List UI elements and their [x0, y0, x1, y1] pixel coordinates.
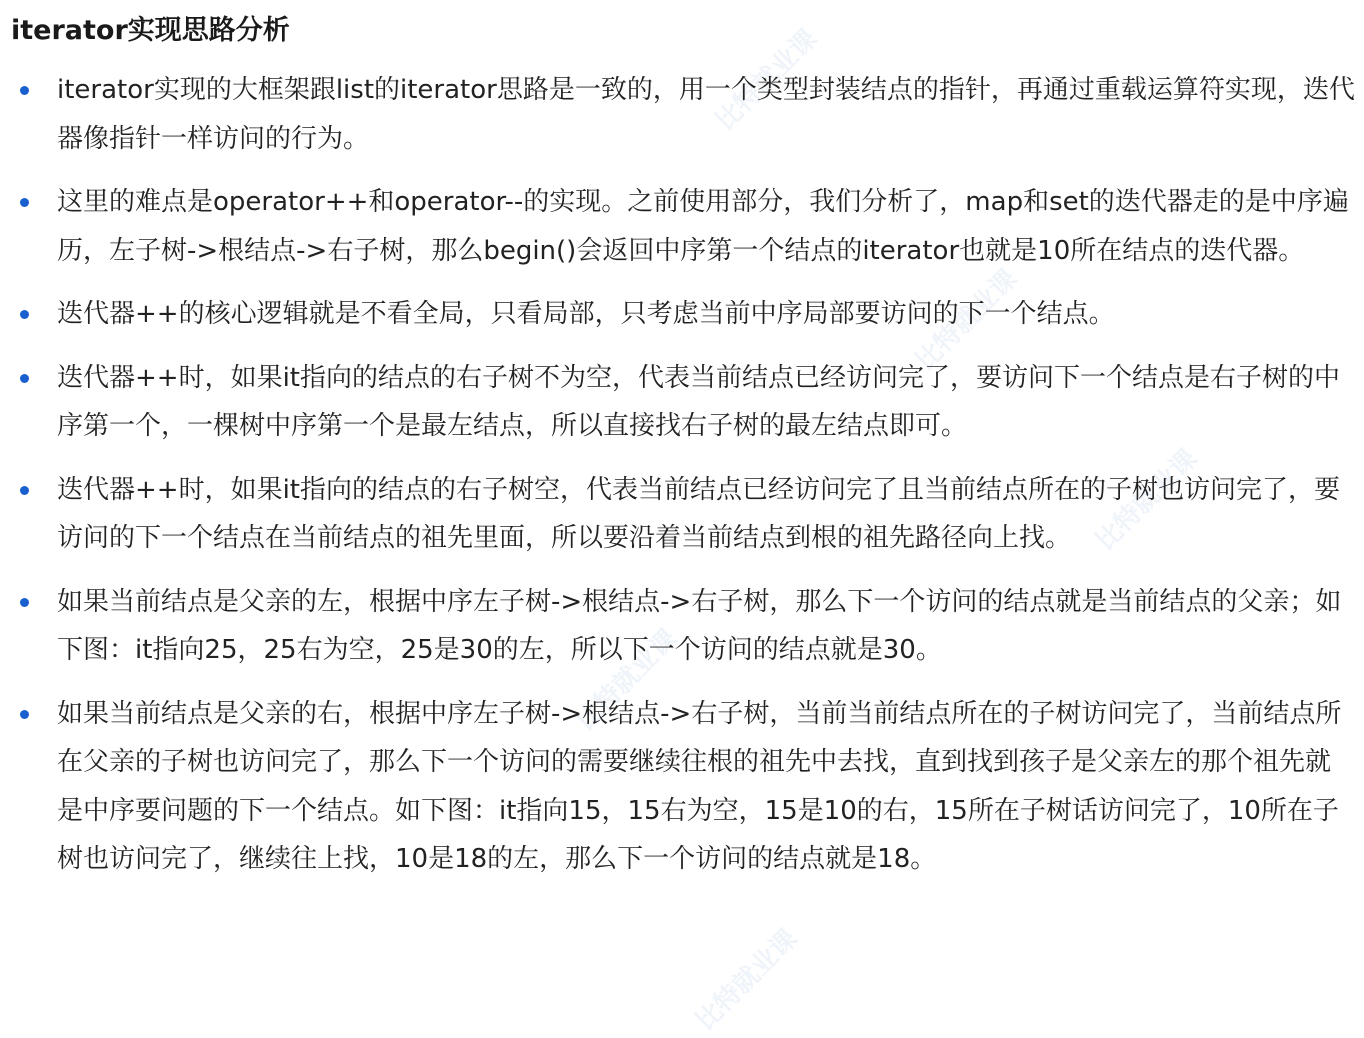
list-item-text: 如果当前结点是父亲的左，根据中序左子树->根结点->右子树，那么下一个访问的结点就是当前结点的父亲；如下图：it指向25，25右为空，25是30的左，所以下一个访问的结点就是30。: [57, 586, 1342, 665]
bullet-dot-icon: [20, 374, 29, 383]
list-item: [0, 354, 1364, 451]
watermark-text: 比特就业课: [710, 23, 824, 137]
list-item-text: 迭代器++时，如果it指向的结点的右子树不为空，代表当前结点已经访问完了，要访问下一个结点是右子树的中序第一个，一棵树中序第一个是最左结点，所以直接找右子树的最左结点即可。: [57, 362, 1340, 441]
bullet-dot-icon: [20, 598, 29, 607]
list-item: [0, 578, 1364, 675]
list-item: [0, 66, 1364, 163]
list-item: [0, 178, 1364, 275]
bullet-dot-icon: [20, 486, 29, 495]
list-item: [0, 690, 1364, 884]
bullet-dot-icon: [20, 86, 29, 95]
list-item-text: iterator实现的大框架跟list的iterator思路是一致的，用一个类型封装结点的指针，再通过重载运算符实现，迭代器像指针一样访问的行为。: [57, 75, 1355, 154]
list-item: [0, 466, 1364, 563]
section-heading: iterator实现思路分析: [11, 15, 290, 46]
list-item-text: 迭代器++的核心逻辑就是不看全局，只看局部，只考虑当前中序局部要访问的下一个结点。: [57, 299, 1115, 329]
watermark-text: 比特就业课: [570, 623, 684, 737]
bullet-dot-icon: [20, 710, 29, 719]
bullet-dot-icon: [20, 198, 29, 207]
list-item: [0, 290, 1364, 339]
bullet-list: [0, 66, 1364, 899]
watermark-text: 比特就业课: [1090, 443, 1204, 557]
list-item-text: 如果当前结点是父亲的右，根据中序左子树->根结点->右子树，当前当前结点所在的子树访问完了，当前结点所在父亲的子树也访问完了，那么下一个访问的需要继续往根的祖先中去找，直到找到孩子是父亲左的那个祖先就是中序要问题的下一个结点。如下图：it指向15，15右为空，15是10的右，15所在子树话访问完了，10所在子树也访问完了，继续往上找，10是18的左，那么下一个访问的结点就是18。: [57, 698, 1342, 874]
list-item-text: 迭代器++时，如果it指向的结点的右子树空，代表当前结点已经访问完了且当前结点所在的子树也访问完了，要访问的下一个结点在当前结点的祖先里面，所以要沿着当前结点到根的祖先路径向上找。: [57, 474, 1340, 553]
list-item-text: 这里的难点是operator++和operator--的实现。之前使用部分，我们分析了，map和set的迭代器走的是中序遍历，左子树->根结点->右子树，那么begin()会返回中序第一个结点的iterator也就是10所在结点的迭代器。: [57, 187, 1349, 266]
watermark-text: 比特就业课: [690, 923, 804, 1037]
watermark-text: 比特就业课: [910, 263, 1024, 377]
bullet-dot-icon: [20, 310, 29, 319]
